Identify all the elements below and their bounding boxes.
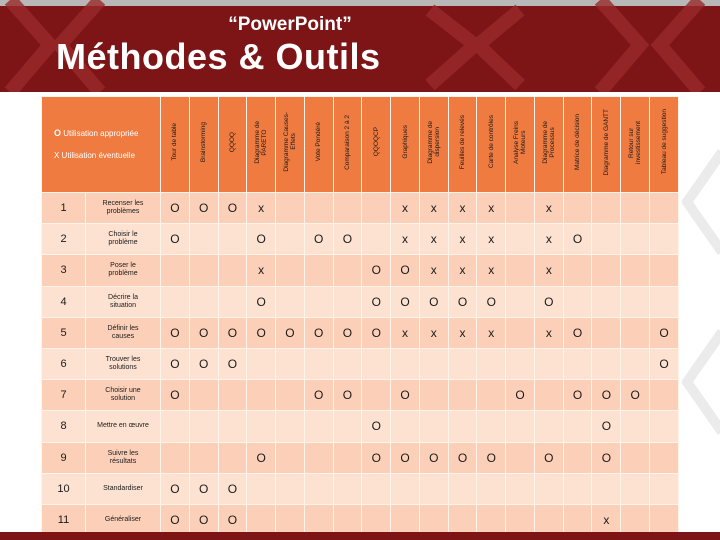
tool-header-label: Brainstorming	[200, 121, 208, 163]
step-label: Standardiser	[86, 473, 161, 504]
tool-header-label: Retour sur investissement	[628, 120, 643, 164]
step-label: Trouver les solutions	[86, 348, 161, 379]
tool-header-10	[448, 97, 477, 193]
step-label: Poser le problème	[86, 255, 161, 286]
matrix-cell	[506, 473, 535, 504]
step-label: Décrire la situation	[86, 286, 161, 317]
matrix-cell	[563, 411, 592, 442]
matrix-cell: O	[391, 286, 420, 317]
matrix-cell: O	[391, 442, 420, 473]
table-row	[42, 348, 679, 379]
matrix-cell: x	[247, 255, 276, 286]
matrix-cell	[621, 317, 650, 348]
matrix-cell: O	[391, 255, 420, 286]
tool-header-1	[189, 97, 218, 193]
matrix-cell: O	[477, 286, 506, 317]
matrix-cell	[506, 348, 535, 379]
matrix-cell: O	[621, 380, 650, 411]
matrix-cell	[621, 193, 650, 224]
matrix-cell	[477, 504, 506, 535]
matrix-cell: x	[419, 224, 448, 255]
step-number: 1	[42, 193, 86, 224]
matrix-cell	[506, 193, 535, 224]
table-row	[42, 224, 679, 255]
matrix-cell: O	[333, 224, 362, 255]
matrix-cell: x	[448, 224, 477, 255]
tool-header-7	[362, 97, 391, 193]
matrix-cell	[218, 411, 247, 442]
matrix-cell	[650, 442, 679, 473]
matrix-cell	[362, 348, 391, 379]
matrix-cell: O	[161, 380, 190, 411]
tool-header-4	[276, 97, 305, 193]
tool-header-label: Tableau de suggestion	[660, 109, 668, 175]
matrix-cell	[189, 380, 218, 411]
matrix-cell: O	[189, 317, 218, 348]
matrix-cell: O	[161, 348, 190, 379]
matrix-cell: O	[563, 224, 592, 255]
page-title: Méthodes & Outils	[56, 36, 381, 77]
matrix-cell	[592, 224, 621, 255]
matrix-cell	[592, 193, 621, 224]
step-label: Choisir le problème	[86, 224, 161, 255]
step-number: 6	[42, 348, 86, 379]
matrix-cell: O	[333, 317, 362, 348]
matrix-cell	[534, 504, 563, 535]
matrix-cell	[247, 411, 276, 442]
matrix-cell	[333, 473, 362, 504]
matrix-cell	[448, 473, 477, 504]
matrix-cell	[534, 348, 563, 379]
matrix-cell	[506, 411, 535, 442]
matrix-cell: x	[448, 255, 477, 286]
matrix-cell	[189, 442, 218, 473]
tool-header-label: QQOQ	[228, 131, 236, 153]
matrix-cell: O	[477, 442, 506, 473]
matrix-cell	[161, 442, 190, 473]
matrix-cell	[448, 348, 477, 379]
matrix-cell	[621, 411, 650, 442]
matrix-cell: O	[650, 317, 679, 348]
matrix-cell: O	[161, 473, 190, 504]
matrix-cell	[304, 193, 333, 224]
matrix-cell	[448, 380, 477, 411]
tool-header-16	[621, 97, 650, 193]
matrix-cell	[391, 411, 420, 442]
step-number: 3	[42, 255, 86, 286]
matrix-cell	[304, 411, 333, 442]
matrix-cell: x	[477, 255, 506, 286]
matrix-cell: O	[362, 442, 391, 473]
matrix-cell: O	[362, 255, 391, 286]
subtitle: “PowerPoint”	[228, 14, 352, 35]
matrix-cell	[592, 286, 621, 317]
matrix-cell: O	[247, 224, 276, 255]
tool-header-label: Diagramme de PARETO	[254, 120, 269, 164]
tool-header-8	[391, 97, 420, 193]
tool-header-0	[161, 97, 190, 193]
matrix-cell	[276, 411, 305, 442]
matrix-cell	[362, 193, 391, 224]
matrix-cell: O	[304, 317, 333, 348]
matrix-cell	[189, 224, 218, 255]
matrix-cell: x	[247, 193, 276, 224]
step-label: Suivre les résultats	[86, 442, 161, 473]
step-number: 5	[42, 317, 86, 348]
step-number: 9	[42, 442, 86, 473]
matrix-cell	[247, 504, 276, 535]
matrix-cell: x	[477, 193, 506, 224]
matrix-cell	[419, 504, 448, 535]
step-label: Généraliser	[86, 504, 161, 535]
matrix-cell	[650, 411, 679, 442]
matrix-cell	[333, 504, 362, 535]
step-number: 4	[42, 286, 86, 317]
matrix-cell	[161, 286, 190, 317]
matrix-cell	[304, 286, 333, 317]
step-number: 8	[42, 411, 86, 442]
bottom-bar	[0, 532, 720, 540]
matrix-cell	[419, 411, 448, 442]
tool-header-label: Carte de contrôles	[487, 115, 495, 169]
matrix-cell	[563, 348, 592, 379]
matrix-cell	[506, 317, 535, 348]
matrix-cell: O	[419, 442, 448, 473]
matrix-cell: x	[448, 317, 477, 348]
matrix-cell	[247, 473, 276, 504]
matrix-cell	[506, 224, 535, 255]
matrix-cell	[391, 473, 420, 504]
step-label: Définir les causes	[86, 317, 161, 348]
tool-header-label: Diagramme Causes- Effets	[282, 112, 297, 172]
matrix-cell	[218, 255, 247, 286]
tool-header-label: Vote Pondéré	[315, 122, 323, 162]
matrix-cell	[621, 504, 650, 535]
table-row	[42, 504, 679, 535]
matrix-cell: O	[563, 380, 592, 411]
matrix-cell	[477, 411, 506, 442]
matrix-cell: O	[563, 317, 592, 348]
tool-header-15	[592, 97, 621, 193]
matrix-cell: O	[189, 193, 218, 224]
matrix-cell	[563, 504, 592, 535]
matrix-cell: O	[247, 442, 276, 473]
matrix-cell: O	[189, 473, 218, 504]
step-number: 10	[42, 473, 86, 504]
matrix-cell	[304, 348, 333, 379]
matrix-cell: O	[592, 442, 621, 473]
matrix-cell	[247, 380, 276, 411]
matrix-cell: O	[161, 504, 190, 535]
matrix-cell	[534, 411, 563, 442]
tool-header-label: Feuilles de relevés	[459, 114, 467, 170]
matrix-cell	[506, 442, 535, 473]
tool-header-label: QQOQCP	[372, 127, 380, 157]
matrix-cell: O	[161, 193, 190, 224]
matrix-cell	[563, 473, 592, 504]
matrix-cell: O	[391, 380, 420, 411]
matrix-cell: x	[534, 224, 563, 255]
matrix-cell	[506, 286, 535, 317]
matrix-cell: x	[419, 255, 448, 286]
matrix-cell	[650, 473, 679, 504]
matrix-cell	[276, 442, 305, 473]
tool-header-5	[304, 97, 333, 193]
matrix-cell	[161, 255, 190, 286]
matrix-cell	[592, 255, 621, 286]
matrix-cell	[276, 286, 305, 317]
tool-header-label: Diagramme de dispersion	[426, 120, 441, 164]
legend-appropriate-text: Utilisation appropriée	[63, 129, 139, 138]
matrix-cell: O	[218, 193, 247, 224]
matrix-cell: O	[218, 473, 247, 504]
tool-header-2	[218, 97, 247, 193]
matrix-cell	[333, 286, 362, 317]
matrix-cell: O	[333, 380, 362, 411]
matrix-cell	[563, 286, 592, 317]
matrix-cell	[276, 255, 305, 286]
tool-header-label: Diagramme de GANTT	[602, 108, 610, 176]
matrix-cell	[362, 473, 391, 504]
step-label: Choisir une solution	[86, 380, 161, 411]
table-row	[42, 286, 679, 317]
matrix-cell	[563, 193, 592, 224]
tool-header-label: Comparaison 2 à 2	[343, 114, 351, 170]
matrix-cell: x	[448, 193, 477, 224]
matrix-cell	[333, 442, 362, 473]
matrix-cell	[621, 255, 650, 286]
matrix-cell: O	[534, 286, 563, 317]
matrix-cell	[333, 193, 362, 224]
matrix-cell	[276, 380, 305, 411]
tool-header-6	[333, 97, 362, 193]
matrix-cell	[506, 504, 535, 535]
matrix-cell	[276, 193, 305, 224]
matrix-cell	[621, 224, 650, 255]
matrix-cell	[304, 504, 333, 535]
tool-header-17	[650, 97, 679, 193]
matrix-cell: O	[189, 504, 218, 535]
header-row	[42, 97, 679, 193]
matrix-cell	[333, 255, 362, 286]
matrix-cell: O	[247, 286, 276, 317]
matrix-cell	[304, 442, 333, 473]
matrix-cell	[391, 348, 420, 379]
matrix-cell: O	[650, 348, 679, 379]
matrix-cell	[621, 286, 650, 317]
matrix-cell: O	[161, 224, 190, 255]
matrix-cell	[650, 286, 679, 317]
matrix-cell	[276, 224, 305, 255]
matrix-cell: x	[419, 317, 448, 348]
matrix-cell	[276, 348, 305, 379]
matrix-cell	[362, 504, 391, 535]
tool-header-label: Graphiques	[401, 125, 409, 159]
legend-eventual: X Utilisation éventuelle	[54, 151, 135, 160]
matrix-cell	[650, 255, 679, 286]
matrix-cell	[650, 380, 679, 411]
matrix-cell	[247, 348, 276, 379]
matrix-cell: O	[304, 224, 333, 255]
table-row	[42, 442, 679, 473]
matrix-cell	[391, 504, 420, 535]
matrix-cell	[592, 473, 621, 504]
matrix-cell: O	[506, 380, 535, 411]
tool-header-label: Tour de table	[171, 123, 179, 161]
matrix-cell: O	[189, 348, 218, 379]
tool-header-label: Analyse Freins Moteurs	[513, 120, 528, 164]
matrix-cell: x	[419, 193, 448, 224]
matrix-cell: O	[362, 317, 391, 348]
matrix-cell	[189, 255, 218, 286]
matrix-cell: O	[276, 317, 305, 348]
matrix-cell	[534, 380, 563, 411]
step-number: 11	[42, 504, 86, 535]
step-number: 2	[42, 224, 86, 255]
table-row	[42, 317, 679, 348]
table-row	[42, 473, 679, 504]
matrix-cell: x	[534, 193, 563, 224]
matrix-cell	[189, 411, 218, 442]
table-row	[42, 380, 679, 411]
title-banner	[0, 0, 720, 92]
matrix-cell	[419, 473, 448, 504]
matrix-cell: x	[391, 224, 420, 255]
tool-header-11	[477, 97, 506, 193]
matrix-cell	[161, 411, 190, 442]
matrix-cell	[650, 504, 679, 535]
matrix-cell	[189, 286, 218, 317]
matrix-cell: O	[161, 317, 190, 348]
matrix-cell: O	[534, 442, 563, 473]
step-label: Mettre en œuvre	[86, 411, 161, 442]
matrix-cell: x	[477, 224, 506, 255]
matrix-cell	[563, 442, 592, 473]
matrix-cell	[304, 473, 333, 504]
matrix-cell: O	[448, 442, 477, 473]
matrix-cell: O	[419, 286, 448, 317]
tool-header-14	[563, 97, 592, 193]
matrix-cell	[362, 380, 391, 411]
matrix-cell: O	[304, 380, 333, 411]
matrix-cell: x	[534, 255, 563, 286]
step-label: Recenser les problèmes	[86, 193, 161, 224]
matrix-cell	[592, 348, 621, 379]
tool-header-label: Diagramme de Processus	[541, 120, 556, 164]
tool-header-label: Matrice de décision	[574, 114, 582, 170]
matrix-cell: x	[477, 317, 506, 348]
matrix-cell: O	[247, 317, 276, 348]
table-row	[42, 255, 679, 286]
matrix-cell	[592, 317, 621, 348]
matrix-cell	[218, 442, 247, 473]
matrix-cell	[419, 348, 448, 379]
matrix-cell	[218, 380, 247, 411]
matrix-cell	[477, 473, 506, 504]
matrix-cell: x	[534, 317, 563, 348]
matrix-cell: x	[391, 317, 420, 348]
matrix-cell	[448, 504, 477, 535]
matrix-cell	[477, 380, 506, 411]
table-row	[42, 193, 679, 224]
matrix-cell	[534, 473, 563, 504]
matrix-cell: x	[592, 504, 621, 535]
matrix-cell	[477, 348, 506, 379]
matrix-cell: O	[592, 380, 621, 411]
matrix-cell: O	[362, 411, 391, 442]
table-row	[42, 411, 679, 442]
matrix-cell	[333, 411, 362, 442]
tool-header-12	[506, 97, 535, 193]
matrix-cell: O	[218, 504, 247, 535]
matrix-cell: x	[391, 193, 420, 224]
tool-header-13	[534, 97, 563, 193]
tool-header-9	[419, 97, 448, 193]
methods-tools-matrix	[41, 96, 679, 536]
matrix-cell: O	[362, 286, 391, 317]
matrix-cell	[304, 255, 333, 286]
matrix-cell	[448, 411, 477, 442]
matrix-cell	[621, 473, 650, 504]
matrix-cell	[276, 473, 305, 504]
matrix-cell	[506, 255, 535, 286]
matrix-cell: O	[592, 411, 621, 442]
matrix-cell	[276, 504, 305, 535]
matrix-cell	[563, 255, 592, 286]
matrix-cell	[218, 286, 247, 317]
matrix-cell	[218, 224, 247, 255]
matrix-cell	[621, 348, 650, 379]
matrix-cell: O	[448, 286, 477, 317]
matrix-cell: O	[218, 317, 247, 348]
matrix-cell	[333, 348, 362, 379]
tool-header-3	[247, 97, 276, 193]
step-number: 7	[42, 380, 86, 411]
matrix-cell	[650, 224, 679, 255]
matrix-cell	[362, 224, 391, 255]
side-chevron-decoration	[682, 92, 720, 532]
legend-o-symbol: O	[54, 128, 62, 138]
matrix-cell	[650, 193, 679, 224]
legend-appropriate	[54, 122, 160, 145]
matrix-cell: O	[218, 348, 247, 379]
matrix-cell	[621, 442, 650, 473]
legend-cell	[42, 97, 161, 193]
matrix-cell	[419, 380, 448, 411]
